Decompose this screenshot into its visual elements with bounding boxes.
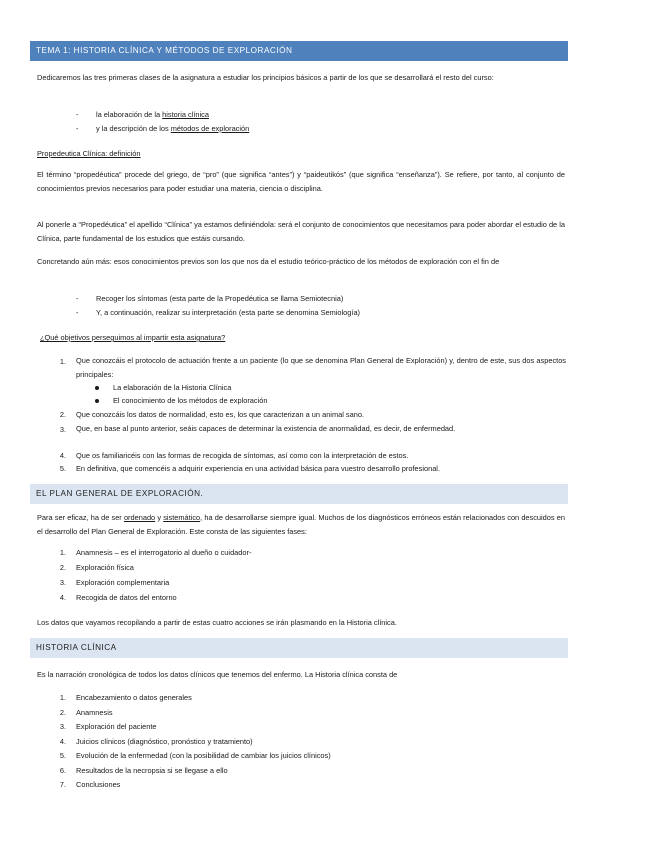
historia-clinica-link: historia clínica <box>162 110 209 119</box>
objetivo-3: Que, en base al punto anterior, seáis capaces de determinar la existencia de anormalidad, es decir, de enfermedad. <box>76 424 456 433</box>
objetivo-2: Que conozcáis los datos de normalidad, esto es, los que caracterizan a un animal sano. <box>76 410 364 419</box>
fase-2: Exploración física <box>76 563 134 572</box>
propedeutica-heading: Propedeutica Clínica: definición <box>37 149 141 158</box>
list-number: 3. <box>59 578 66 587</box>
list-number: 5. <box>59 751 66 760</box>
plan-general-paragraph: Para ser eficaz, ha de ser ordenado y sistemático, ha de desarrollarse siempre igual. Muchos de los diagnósticos erróneos están relacionados con descuidos en el desarrollo del Plan General de Exploración. Este consta de las siguientes fases: <box>37 513 565 536</box>
intro-paragraph: Dedicaremos las tres primeras clases de la asignatura a estudiar los principios básicos a partir de los que se desarrollará el resto del curso: <box>37 73 494 82</box>
ordenado-text: ordenado <box>123 513 156 522</box>
objetivo-1: Que conozcáis el protocolo de actuación frente a un paciente (lo que se denomina Plan General de Exploración) y, dentro de este, sus dos aspectos principales: <box>76 356 566 379</box>
objetivos-heading: ¿Qué objetivos perseguimos al impartir esta asignatura? <box>40 333 226 342</box>
list-number: 2. <box>59 708 66 717</box>
objetivo-sub-1: La elaboración de la Historia Clínica <box>113 383 232 392</box>
propedeutica-paragraph-2: Al ponerle a “Propedéutica” el apellido “Clínica” ya estamos definiéndola: será el conjunto de conocimientos que necesitamos para poder abordar el estudio de la Clínica, parte fundamental de los estudios que estáis cursando. <box>37 220 565 243</box>
metodos-exploracion-link: métodos de exploración <box>170 124 250 133</box>
objetivo-5: En definitiva, que comencéis a adquirir experiencia en una actividad básica para vuestro desarrollo profesional. <box>76 464 440 473</box>
fase-4: Recogida de datos del entorno <box>76 593 177 602</box>
historia-item-4: Juicios clínicos (diagnóstico, pronóstico y tratamiento) <box>76 737 253 746</box>
list-number: 7. <box>59 780 66 789</box>
fase-3: Exploración complementaria <box>76 578 170 587</box>
list-number: 3. <box>59 722 66 731</box>
list-number: 2. <box>59 563 66 572</box>
dash-bullet: - <box>76 110 79 119</box>
list-number: 6. <box>59 766 66 775</box>
dash-bullet: - <box>76 294 79 303</box>
historia-item-3: Exploración del paciente <box>76 722 157 731</box>
plan-general-title: EL PLAN GENERAL DE EXPLORACIÓN. <box>36 489 204 498</box>
historia-clinica-bar <box>30 638 568 658</box>
list-number: 5. <box>59 464 66 473</box>
bullet-dot <box>95 386 99 390</box>
historia-item-6: Resultados de la necropsia si se llegase a ello <box>76 766 228 775</box>
sistematico-text: sistemático <box>163 513 201 522</box>
historia-item-1: Encabezamiento o datos generales <box>76 693 192 702</box>
fase-1: Anamnesis – es el interrogatorio al dueño o cuidador- <box>76 548 252 557</box>
propedeutica-paragraph-3: Concretando aún más: esos conocimientos previos son los que nos da el estudio teórico-práctico de los métodos de exploración con el fin de <box>37 257 500 266</box>
plan-general-bar <box>30 484 568 504</box>
list-number: 4. <box>59 737 66 746</box>
list-number: 1. <box>59 693 66 702</box>
list-number: 2. <box>59 410 66 419</box>
objetivo-sub-2: El conocimiento de los métodos de exploración <box>113 396 268 405</box>
historia-clinica-text: Es la narración cronológica de todos los datos clínicos que tenemos del enfermo. La Historia clínica consta de <box>37 670 398 679</box>
list-number: 1. <box>59 548 66 557</box>
list-number: 1. <box>59 357 66 366</box>
dash-bullet: - <box>76 124 79 133</box>
list-number: 3. <box>59 425 66 434</box>
list-number: 4. <box>59 451 66 460</box>
semiologia-item: Y, a continuación, realizar su interpretación (esta parte se denomina Semiología) <box>96 308 361 317</box>
list-number: 4. <box>59 593 66 602</box>
historia-item-7: Conclusiones <box>76 780 121 789</box>
intro-item-1: la elaboración de la historia clínica <box>96 110 209 119</box>
plan-general-closing: Los datos que vayamos recopilando a partir de estas cuatro acciones se irán plasmando en la Historia clínica. <box>37 618 397 627</box>
topic-title-bar <box>30 41 568 61</box>
topic-title: TEMA 1: HISTORIA CLÍNICA Y MÉTODOS DE EXPLORACIÓN <box>36 46 293 55</box>
propedeutica-paragraph-1: El término “propedéutica” procede del griego, de “pro” (que significa “antes”) y “paideutikós” (que significa “enseñanza”). Se refiere, por tanto, al conjunto de conocimientos previos necesarios para poder estudiar una materia, ciencia o disciplina. <box>37 170 565 193</box>
semiotecnia-item: Recoger los síntomas (esta parte de la Propedéutica se llama Semiotecnia) <box>96 294 344 303</box>
bullet-dot <box>95 399 99 403</box>
historia-item-2: Anamnesis <box>76 708 113 717</box>
intro-item-2: y la descripción de los métodos de exploración <box>96 124 250 133</box>
dash-bullet: - <box>76 308 79 317</box>
historia-item-5: Evolución de la enfermedad (con la posibilidad de cambiar los juicios clínicos) <box>76 751 331 760</box>
objetivo-4: Que os familiaricéis con las formas de recogida de síntomas, así como con la interpretación de estos. <box>76 451 409 460</box>
historia-clinica-title: HISTORIA CLÍNICA <box>36 643 117 652</box>
